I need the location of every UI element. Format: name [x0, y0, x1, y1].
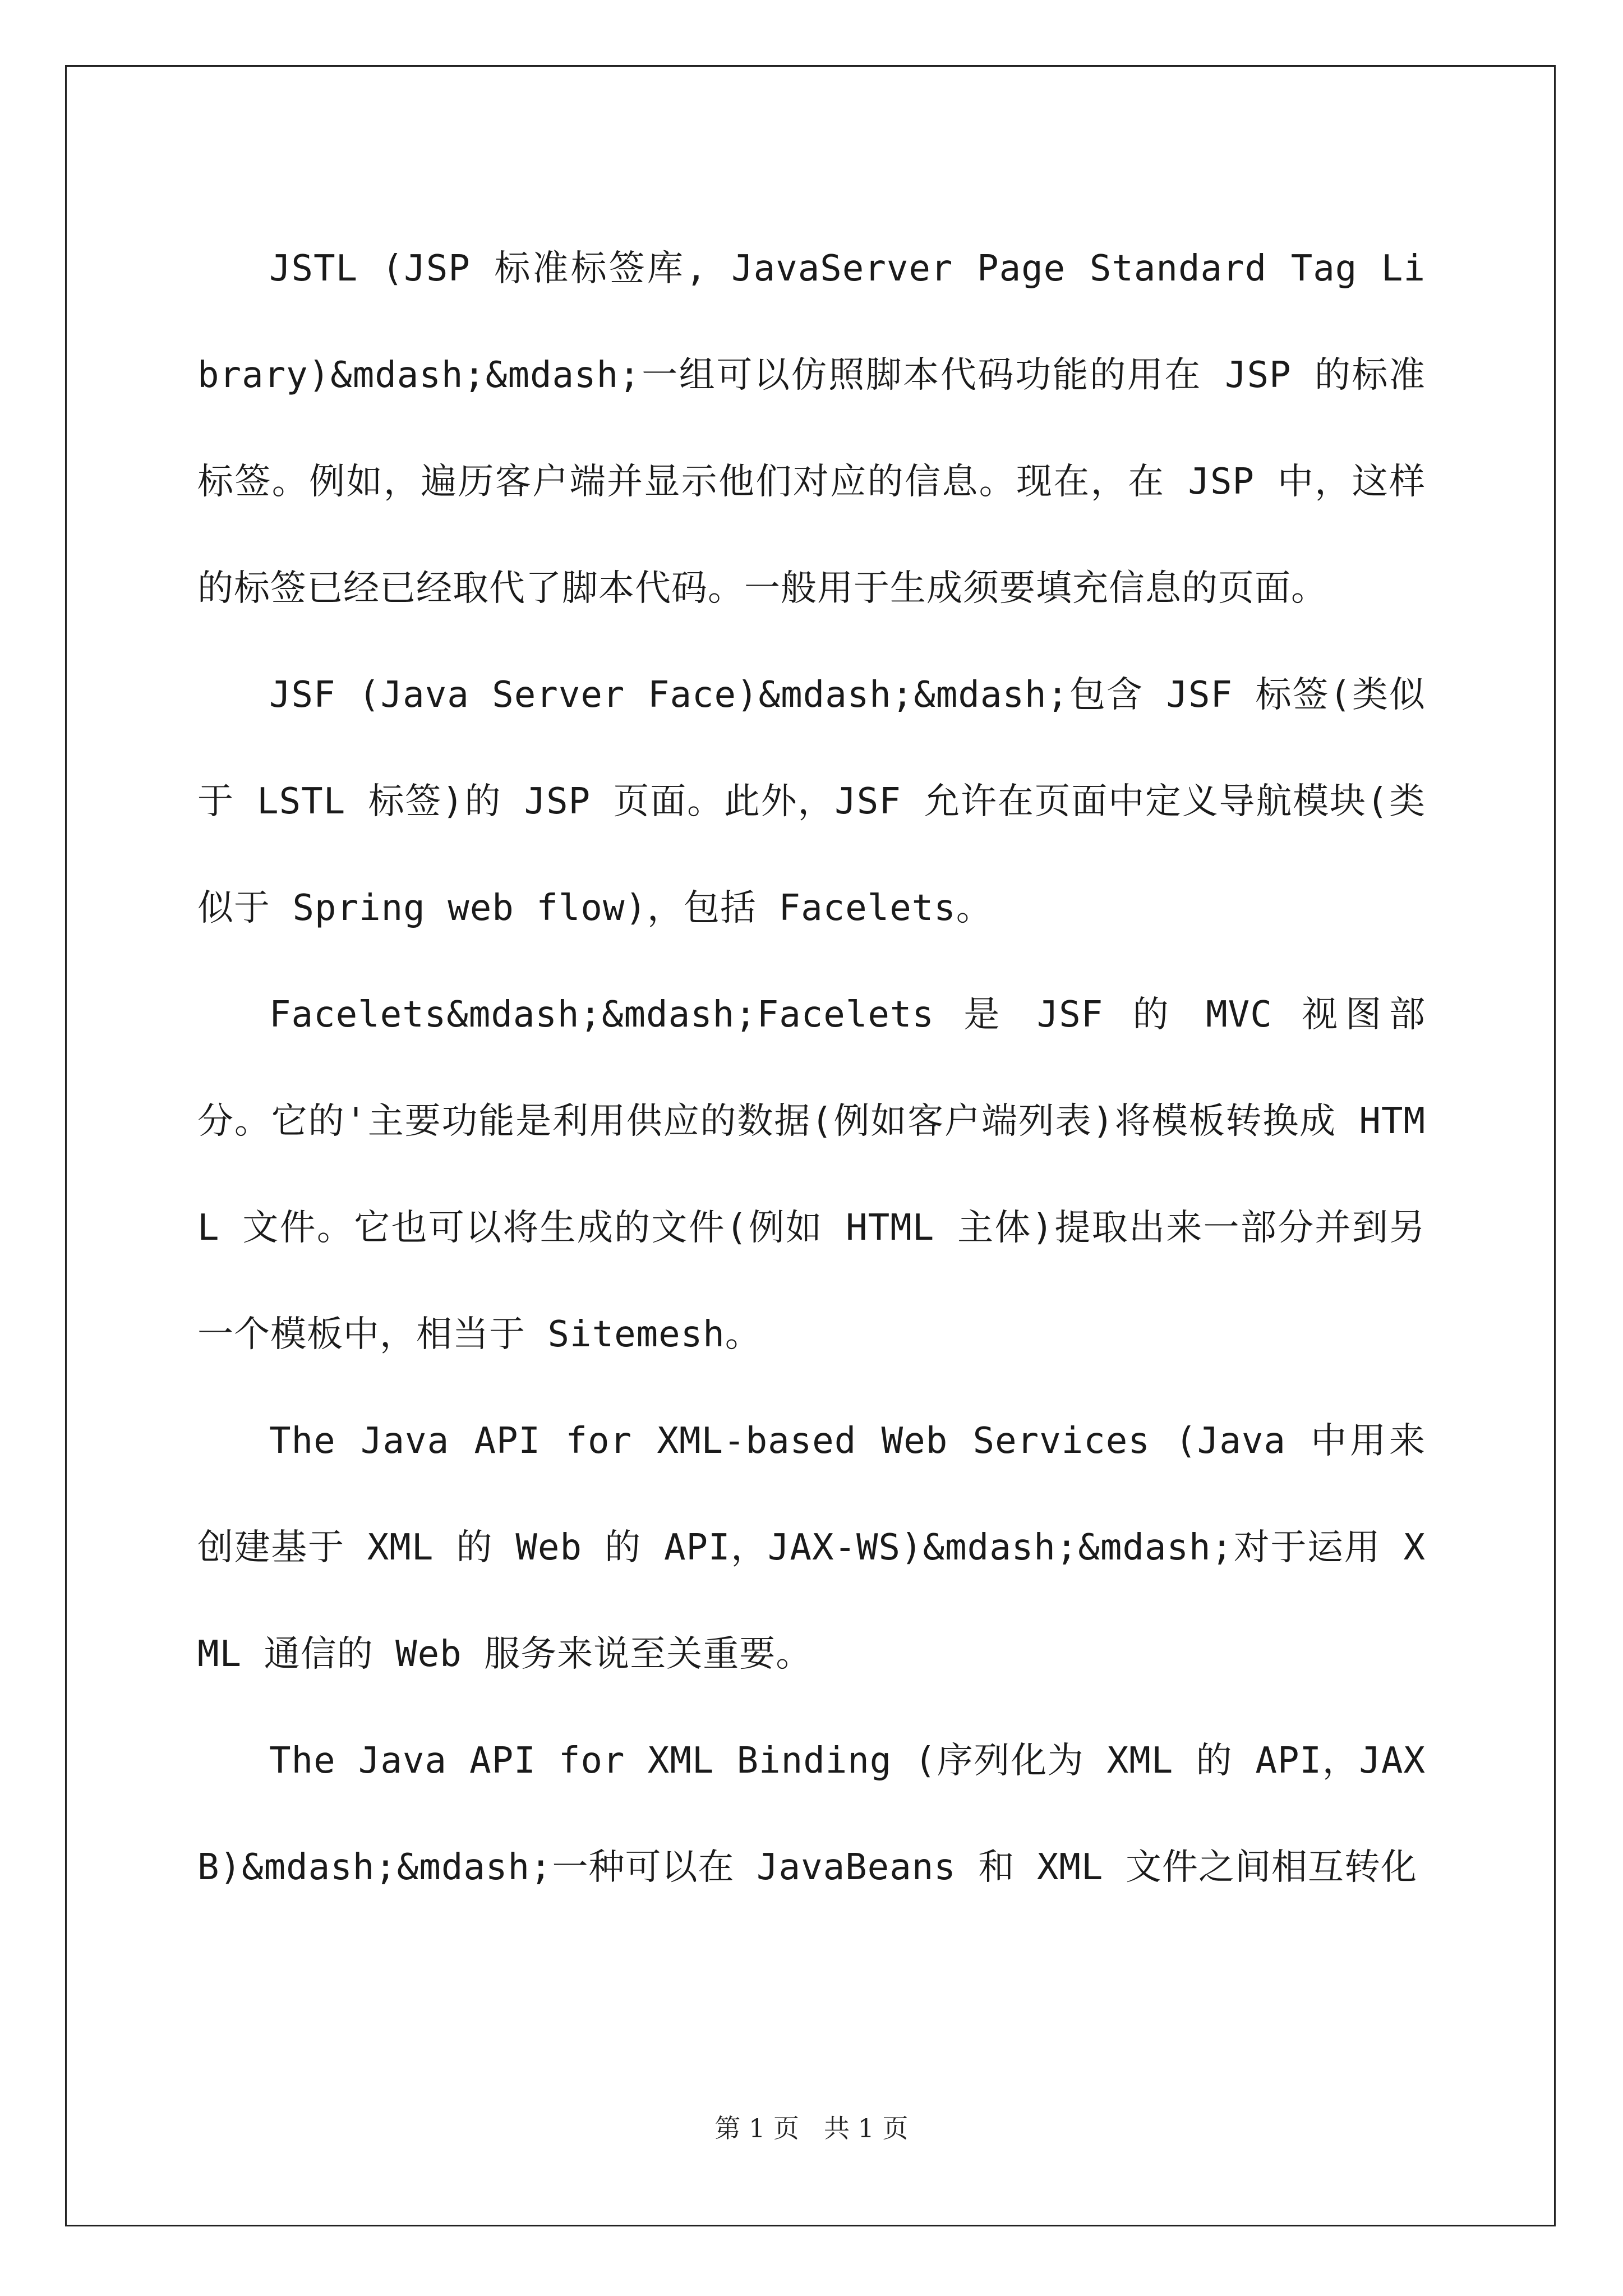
paragraph-jsf: JSF (Java Server Face)&mdash;&mdash;包含 JSF 标签(类似于 LSTL 标签)的 JSP 页面。此外，JSF 允许在页面中定义导航模块(类似于 Spring web flow)，包括 Facelets。 — [197, 674, 1426, 929]
paragraph-facelets: Facelets&mdash;&mdash;Facelets 是 JSF 的 MVC 视图部分。它的'主要功能是利用供应的数据(例如客户端列表)将模板转换成 HTML 文件。它也可以将生成的文件(例如 HTML 主体)提取出来一部分并到另一个模板中，相当于 Sitemesh。 — [197, 994, 1426, 1355]
paragraph-jax-ws: The Java API for XML-based Web Services (Java 中用来创建基于 XML 的 Web 的 API，JAX-WS)&mdash;&mdash;对于运用 XML 通信的 Web 服务来说至关重要。 — [197, 1420, 1426, 1675]
paragraph-jstl: JSTL (JSP 标准标签库, JavaServer Page Standard Tag Library)&mdash;&mdash;一组可以仿照脚本代码功能的用在 JSP 的标准标签。例如，遍历客户端并显示他们对应的信息。现在，在 JSP 中，这样的标签已经已经取代了脚本代码。一般用于生成须要填充信息的页面。 — [197, 248, 1426, 609]
page-total: 共 1 页 — [823, 2113, 909, 2143]
paragraph-jaxb: The Java API for XML Binding (序列化为 XML 的 API，JAXB)&mdash;&mdash;一种可以在 JavaBeans 和 XML 文件之间相互转化 — [197, 1740, 1426, 1888]
document-body — [197, 215, 1426, 1921]
page-number: 第 1 页 — [714, 2113, 800, 2143]
page-footer — [0, 2108, 1623, 2145]
